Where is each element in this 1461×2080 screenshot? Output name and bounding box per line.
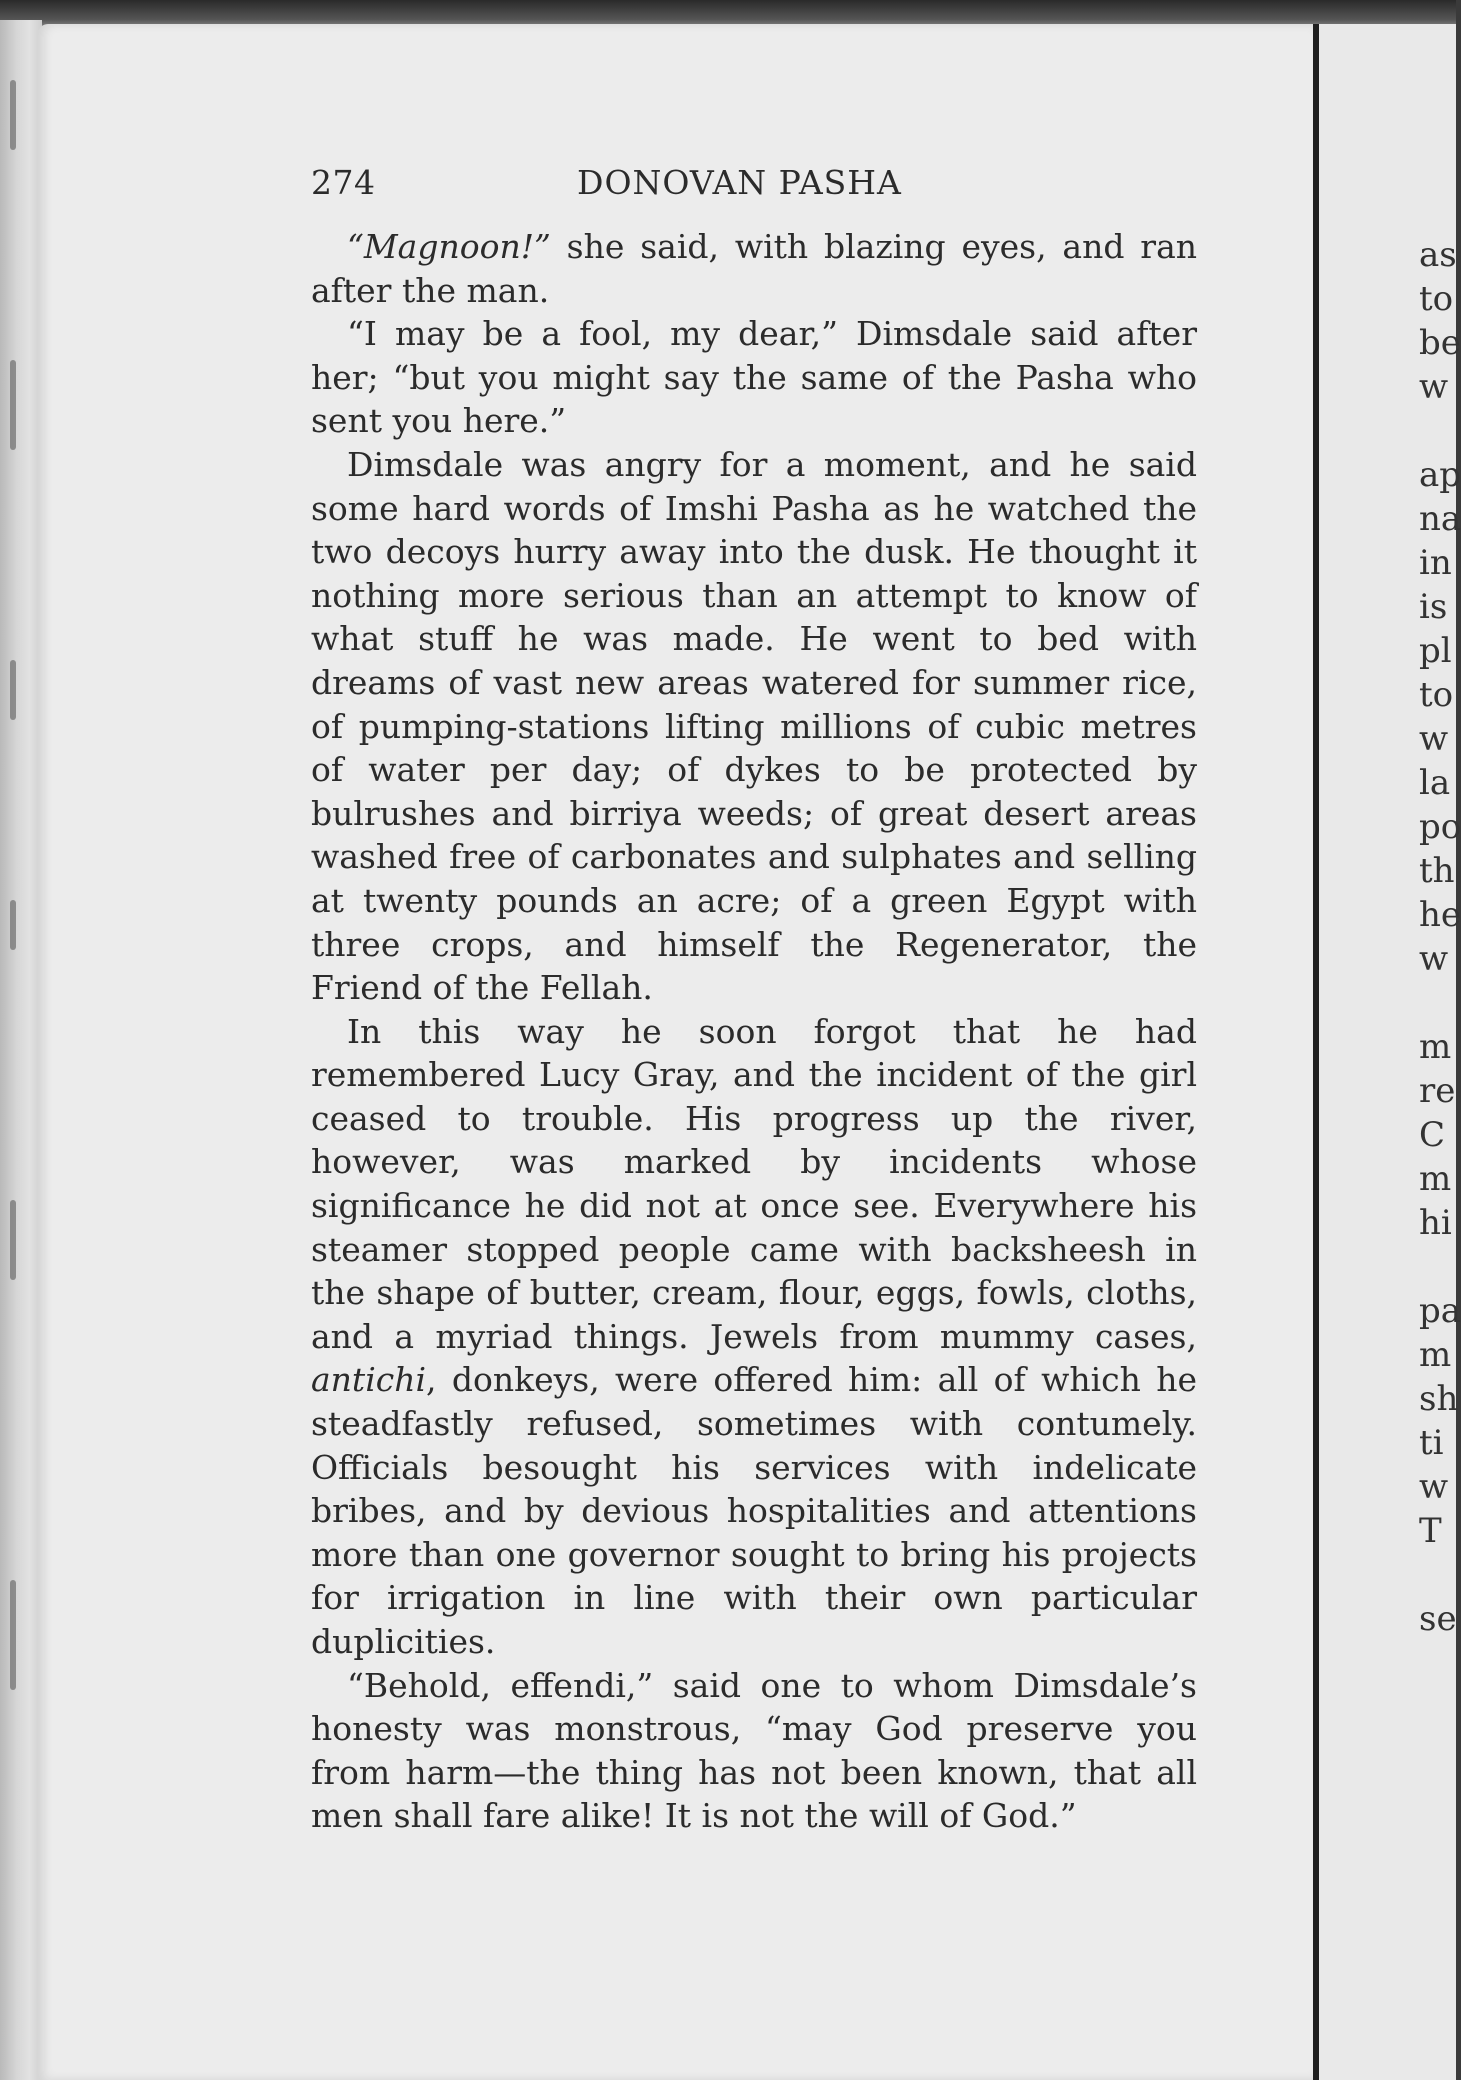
facing-page-text-fragment: to xyxy=(1419,279,1454,319)
facing-page-text-fragment: hi xyxy=(1419,1203,1452,1243)
paragraph-1 xyxy=(311,225,1197,312)
facing-page-text-fragment: in xyxy=(1419,543,1452,583)
facing-page-text-fragment: th xyxy=(1419,851,1455,891)
paragraph-5: “Behold, effendi,” said one to whom Dimsdale’s honesty was monstrous, “may God preserve you from harm—the thing has not been known, that all men shall fare alike! It is not the will of God.” xyxy=(311,1665,1197,1836)
spine-mark xyxy=(10,80,16,150)
facing-page-text-fragment: w xyxy=(1419,367,1449,407)
facing-page-text-fragment: la xyxy=(1419,763,1451,803)
facing-page-text-fragment: w xyxy=(1419,719,1449,759)
facing-page-text-fragment: m xyxy=(1419,1335,1452,1375)
facing-page-text-fragment: sh xyxy=(1419,1379,1459,1419)
spine-mark xyxy=(10,660,16,720)
book-spine-edge xyxy=(0,20,42,2080)
paragraph-4 xyxy=(311,1010,1197,1664)
spine-mark xyxy=(10,1580,16,1690)
spine-mark xyxy=(10,900,16,950)
paragraph-3: Dimsdale was angry for a moment, and he said some hard words of Imshi Pasha as he watched the two decoys hurry away into the dusk. He thought it nothing more serious than an attempt to know of what stuff he was made. He went to bed with dreams of vast new areas watered for summer rice, of pumping-stations lifting millions of cubic metres of water per day; of dykes to be protected by bulrushes and birriya weeds; of great desert areas washed free of carbonates and sulphates and selling at twenty pounds an acre; of a green Egypt with three crops, and himself the Regenerator, the Friend of the Fellah. xyxy=(311,444,1197,1008)
spine-mark xyxy=(10,1200,16,1280)
facing-page-text-fragment: po xyxy=(1419,807,1461,847)
facing-page-text-fragment: he xyxy=(1419,895,1461,935)
running-title: DONOVAN PASHA xyxy=(577,163,902,202)
page-number: 274 xyxy=(311,163,376,202)
facing-page-text-fragment: na xyxy=(1419,499,1461,539)
facing-page-text-fragment: as xyxy=(1419,235,1457,275)
facing-page-text-fragment: w xyxy=(1419,1467,1449,1507)
paragraph-4-text-before: In this way he soon forgot that he had remembered Lucy Gray, and the incident of the girl ceased to trouble. His progress up the river, however, was marked by incidents whose significance he did not at once see. Everywhere his steamer stopped people came with backsheesh in the shape of butter, cream, flour, eggs, fowls, cloths, and a myriad things. Jewels from mummy cases, xyxy=(311,1011,1197,1356)
facing-page-text-fragment: be xyxy=(1419,323,1461,363)
body-text xyxy=(311,225,1197,1838)
facing-page-text-fragment: w xyxy=(1419,939,1449,979)
paragraph-1-italic-lead: “Magnoon!” xyxy=(347,227,551,266)
paragraph-4-text-after: , donkeys, were offered him: all of which he steadfastly refused, sometimes with contumely. Officials besought his services with indelicate bribes, and by devious hospitalities and attentions more than one governor sought to bring his projects for irrigation in line with their own particular duplicities. xyxy=(311,1360,1197,1661)
facing-page-text-fragment: pl xyxy=(1419,631,1452,671)
facing-page-text-fragment: ap xyxy=(1419,455,1461,495)
spine-mark xyxy=(10,360,16,450)
facing-page-text-fragment: C xyxy=(1419,1115,1446,1155)
paragraph-4-italic: antichi xyxy=(311,1360,427,1400)
paragraph-1-text: she said, with blazing eyes, and ran after the man. xyxy=(311,227,1197,310)
facing-page-text-fragment: pa xyxy=(1419,1291,1461,1331)
facing-page-text-fragment: re xyxy=(1419,1071,1456,1111)
facing-page-text-fragment: m xyxy=(1419,1027,1452,1067)
facing-page-text-fragment: m xyxy=(1419,1159,1452,1199)
facing-page-text-fragment: is xyxy=(1419,587,1448,627)
facing-page-text-fragment: to xyxy=(1419,675,1454,715)
paragraph-2: “I may be a fool, my dear,” Dimsdale said after her; “but you might say the same of the Pasha who sent you here.” xyxy=(311,314,1197,441)
facing-page-edge xyxy=(1319,24,1461,2080)
facing-page-text-fragment: ti xyxy=(1419,1423,1444,1463)
facing-page-text-fragment: T xyxy=(1419,1511,1442,1551)
facing-page-text-fragment: se xyxy=(1419,1599,1457,1639)
page-header xyxy=(311,163,1191,213)
